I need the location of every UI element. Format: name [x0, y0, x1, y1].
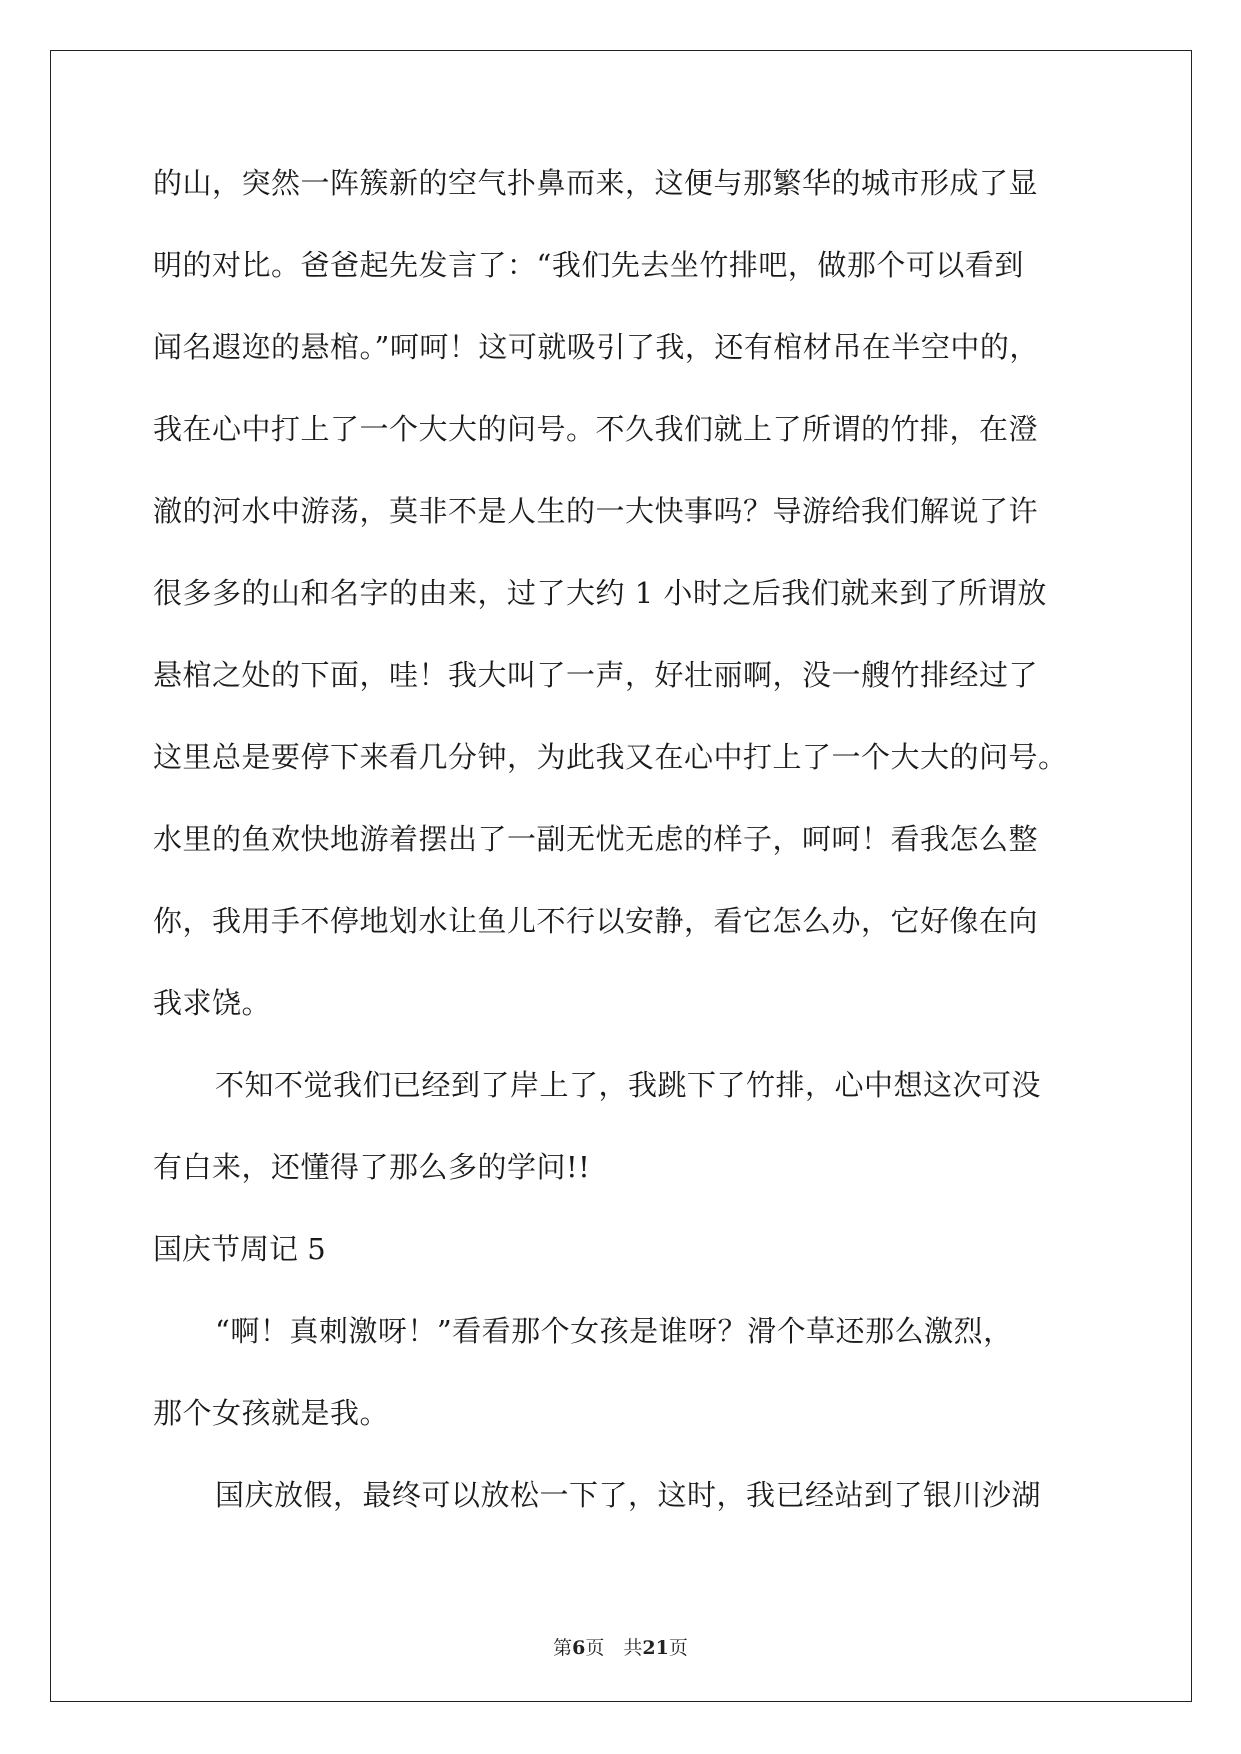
paragraph-line: 那个女孩就是我。 — [153, 1396, 390, 1430]
paragraph-line: 闻名遐迩的悬棺。”呵呵！这可就吸引了我，还有棺材吊在半空中的， — [153, 330, 1039, 364]
paragraph-line: 很多多的山和名字的由来，过了大约 1 小时之后我们就来到了所谓放 — [153, 576, 1047, 610]
paragraph-line: 明的对比。爸爸起先发言了：“我们先去坐竹排吧，做那个可以看到 — [153, 248, 1024, 282]
current-page-number: 6 — [572, 1637, 586, 1659]
paragraph-line: 我求饶。 — [153, 986, 272, 1020]
footer-prefix: 第 — [553, 1637, 573, 1659]
total-page-count: 21 — [642, 1637, 669, 1659]
paragraph-line: 这里总是要停下来看几分钟，为此我又在心中打上了一个大大的问号。 — [153, 740, 1068, 774]
section-heading: 国庆节周记 5 — [153, 1232, 326, 1266]
paragraph-line: 国庆放假，最终可以放松一下了，这时，我已经站到了银川沙湖 — [215, 1478, 1042, 1512]
footer-mid: 页 共 — [585, 1637, 643, 1659]
paragraph-line: 的山，突然一阵簇新的空气扑鼻而来，这便与那繁华的城市形成了显 — [153, 166, 1039, 200]
paragraph-line: 我在心中打上了一个大大的问号。不久我们就上了所谓的竹排，在澄 — [153, 412, 1039, 446]
paragraph-line: 有白来，还懂得了那么多的学问!! — [153, 1150, 591, 1184]
paragraph-line: 水里的鱼欢快地游着摆出了一副无忧无虑的样子，呵呵！看我怎么整 — [153, 822, 1039, 856]
paragraph-line: 悬棺之处的下面，哇！我大叫了一声，好壮丽啊，没一艘竹排经过了 — [153, 658, 1039, 692]
page-footer — [0, 1633, 1241, 1660]
paragraph-line: “啊！真刺激呀！”看看那个女孩是谁呀？滑个草还那么激烈， — [215, 1314, 1013, 1348]
paragraph-line: 不知不觉我们已经到了岸上了，我跳下了竹排，心中想这次可没 — [215, 1068, 1042, 1102]
document-body — [153, 165, 1093, 1559]
paragraph-line: 你，我用手不停地划水让鱼儿不行以安静，看它怎么办，它好像在向 — [153, 904, 1039, 938]
paragraph-line: 澈的河水中游荡，莫非不是人生的一大快事吗？导游给我们解说了许 — [153, 494, 1039, 528]
footer-suffix: 页 — [668, 1637, 688, 1659]
